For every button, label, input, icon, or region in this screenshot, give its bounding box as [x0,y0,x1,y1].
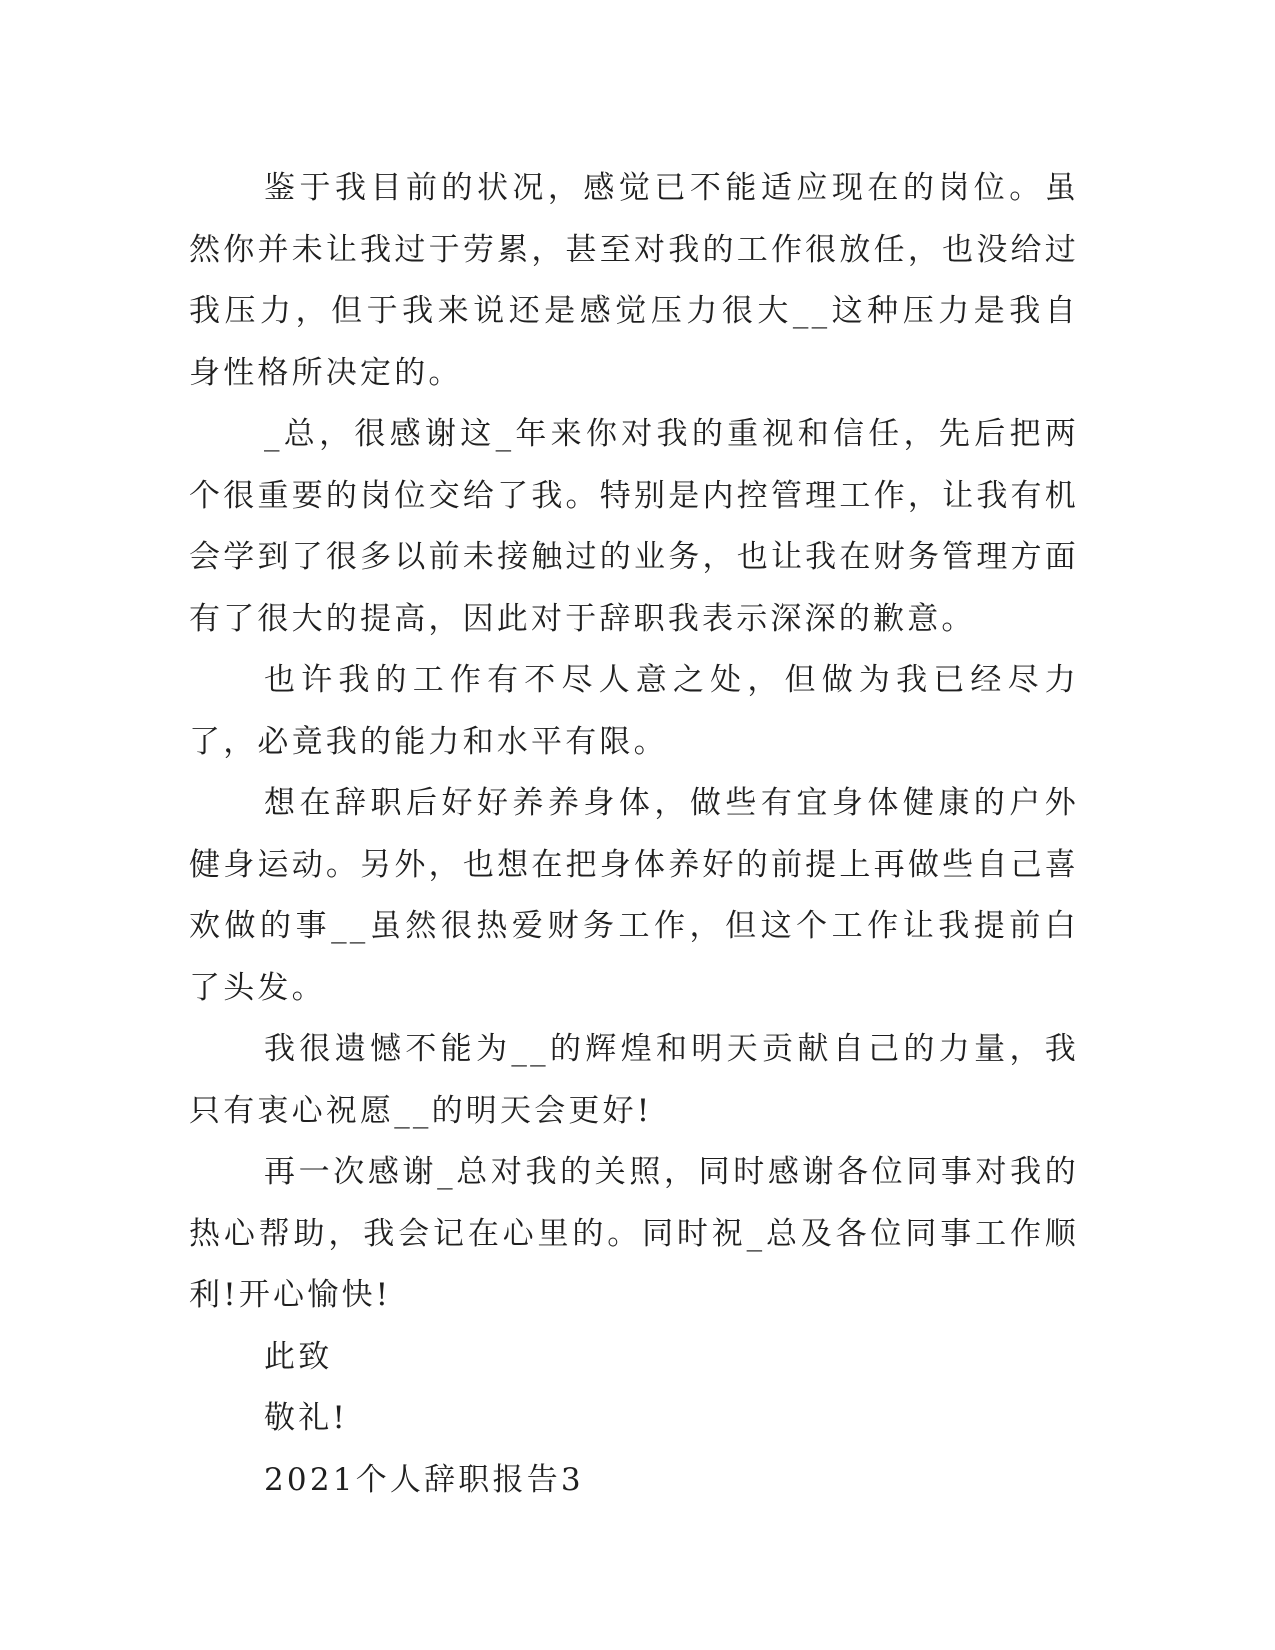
salutation-line: 敬礼! [264,1400,349,1436]
paragraph: 鉴于我目前的状况，感觉已不能适应现在的岗位。虽然你并未让我过于劳累，甚至对我的工作很放任，也没给过我压力，但于我来说还是感觉压力很大__这种压力是我自身性格所决定的。 [189,170,1079,391]
next-section-title: 2021个人辞职报告3 [264,1461,584,1498]
paragraph: 也许我的工作有不尽人意之处，但做为我已经尽力了，必竟我的能力和水平有限。 [189,662,1079,760]
closing-line: 此致 [264,1338,333,1375]
document-body [189,158,1079,1511]
paragraph: _总，很感谢这_年来你对我的重视和信任，先后把两个很重要的岗位交给了我。特别是内控管理工作，让我有机会学到了很多以前未接触过的业务，也让我在财务管理方面有了很大的提高，因此对于辞职我表示深深的歉意。 [189,416,1079,637]
paragraph: 想在辞职后好好养养身体，做些有宜身体健康的户外健身运动。另外，也想在把身体养好的前提上再做些自己喜欢做的事__虽然很热爱财务工作，但这个工作让我提前白了头发。 [189,785,1079,1006]
paragraph: 我很遗憾不能为__的辉煌和明天贡献自己的力量，我只有衷心祝愿__的明天会更好! [189,1031,1079,1129]
paragraph: 再一次感谢_总对我的关照，同时感谢各位同事对我的热心帮助，我会记在心里的。同时祝_总及各位同事工作顺利!开心愉快! [189,1154,1079,1313]
